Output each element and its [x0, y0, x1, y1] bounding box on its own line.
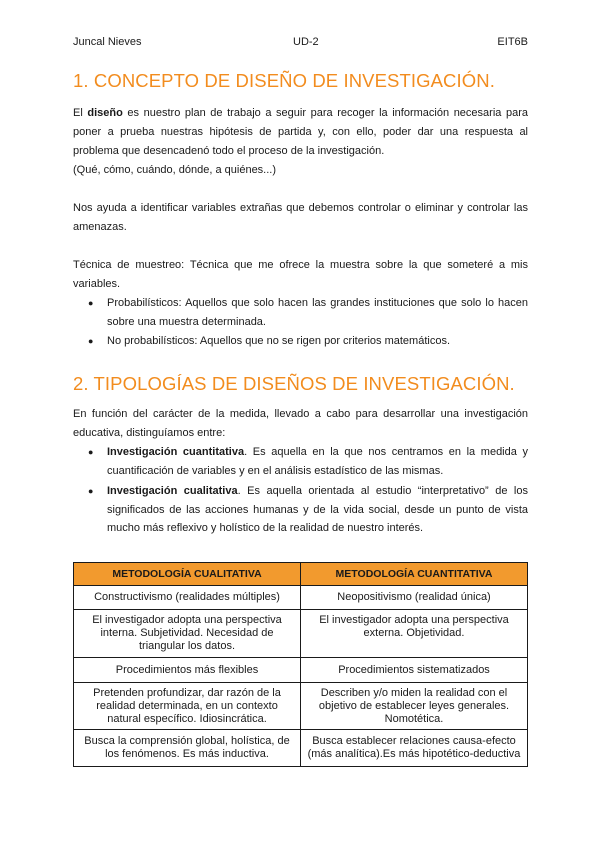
table-cell: Pretenden profundizar, dar razón de la realidad determinada, en un contexto natural específico. Idiosincrática.: [74, 683, 301, 730]
bullet-cualitativa: ● Investigación cualitativa. Es aquella orientada al estudio “interpretativo” de los significados de las acciones humanas y de la vida social, desde un punto de vista mucho más reflexivo y holístico de la realidad de nuestro interés.: [90, 482, 528, 538]
methodology-comparison-table: [73, 562, 528, 767]
table-cell: El investigador adopta una perspectiva interna. Subjetividad. Necesidad de triangular los datos.: [74, 610, 301, 658]
table-cell: Procedimientos más flexibles: [74, 658, 301, 683]
header-author: Juncal Nieves: [73, 36, 142, 48]
bullet-dot-icon: ●: [88, 486, 94, 496]
table-cell: Busca establecer relaciones causa-efecto (más analítica).Es más hipotético-deductiva: [301, 730, 528, 767]
header-code: EIT6B: [497, 36, 528, 48]
table-row: [74, 730, 528, 767]
bullet-dot-icon: ●: [88, 447, 94, 457]
bullet-dot-icon: ●: [88, 336, 94, 346]
header-cuantitativa: METODOLOGÍA CUANTITATIVA: [301, 563, 528, 586]
table-row: [74, 658, 528, 683]
page-header: [73, 36, 528, 50]
section2-title: 2. TIPOLOGÍAS DE DISEÑOS DE INVESTIGACIÓN.: [73, 373, 515, 394]
section1-title: 1. CONCEPTO DE DISEÑO DE INVESTIGACIÓN.: [73, 70, 495, 91]
bullet-dot-icon: ●: [88, 298, 94, 308]
table-row: [74, 586, 528, 610]
bullet-no-probabilisticos: ● No probabilísticos: Aquellos que no se rigen por criterios matemáticos.: [90, 332, 528, 351]
table-cell: Busca la comprensión global, holística, de los fenómenos. Es más inductiva.: [74, 730, 301, 767]
table-cell: Neopositivismo (realidad única): [301, 586, 528, 610]
table-row: [74, 610, 528, 658]
header-cualitativa: METODOLOGÍA CUALITATIVA: [74, 563, 301, 586]
table-cell: Describen y/o miden la realidad con el objetivo de establecer leyes generales. Nomotética.: [301, 683, 528, 730]
table-row: [74, 683, 528, 730]
bullet-probabilisticos: ● Probabilísticos: Aquellos que solo hacen las grandes instituciones que solo lo hacen sobre una muestra determinada.: [90, 294, 528, 331]
section1-paragraph-variables: Nos ayuda a identificar variables extrañas que debemos controlar o eliminar y controlar las amenazas.: [73, 202, 528, 233]
table-cell: Procedimientos sistematizados: [301, 658, 528, 683]
table-cell: El investigador adopta una perspectiva externa. Objetividad.: [301, 610, 528, 658]
table-cell: Constructivismo (realidades múltiples): [74, 586, 301, 610]
diseno-term: diseño: [87, 107, 123, 119]
section2-intro: En función del carácter de la medida, llevado a cabo para desarrollar una investigación educativa, distinguíamos entre:: [73, 408, 528, 439]
table-header-row: [74, 563, 528, 586]
header-unit: UD-2: [293, 36, 319, 48]
section1-paragraph-diseno: El diseño es nuestro plan de trabajo a seguir para recoger la información necesaria para poner a prueba nuestras hipótesis de partida y, con ello, poder dar una respuesta al problema que desencadenó todo el proceso de la investigación. (Qué, cómo, cuándo, dónde, a quiénes...): [73, 107, 528, 176]
section1-paragraph-muestreo: Técnica de muestreo: Técnica que me ofrece la muestra sobre la que someteré a mis variables.: [73, 259, 528, 290]
bullet-cuantitativa: ● Investigación cuantitativa. Es aquella en la que nos centramos en la medida y cuantificación de variables y en el análisis estadístico de las mismas.: [90, 443, 528, 480]
